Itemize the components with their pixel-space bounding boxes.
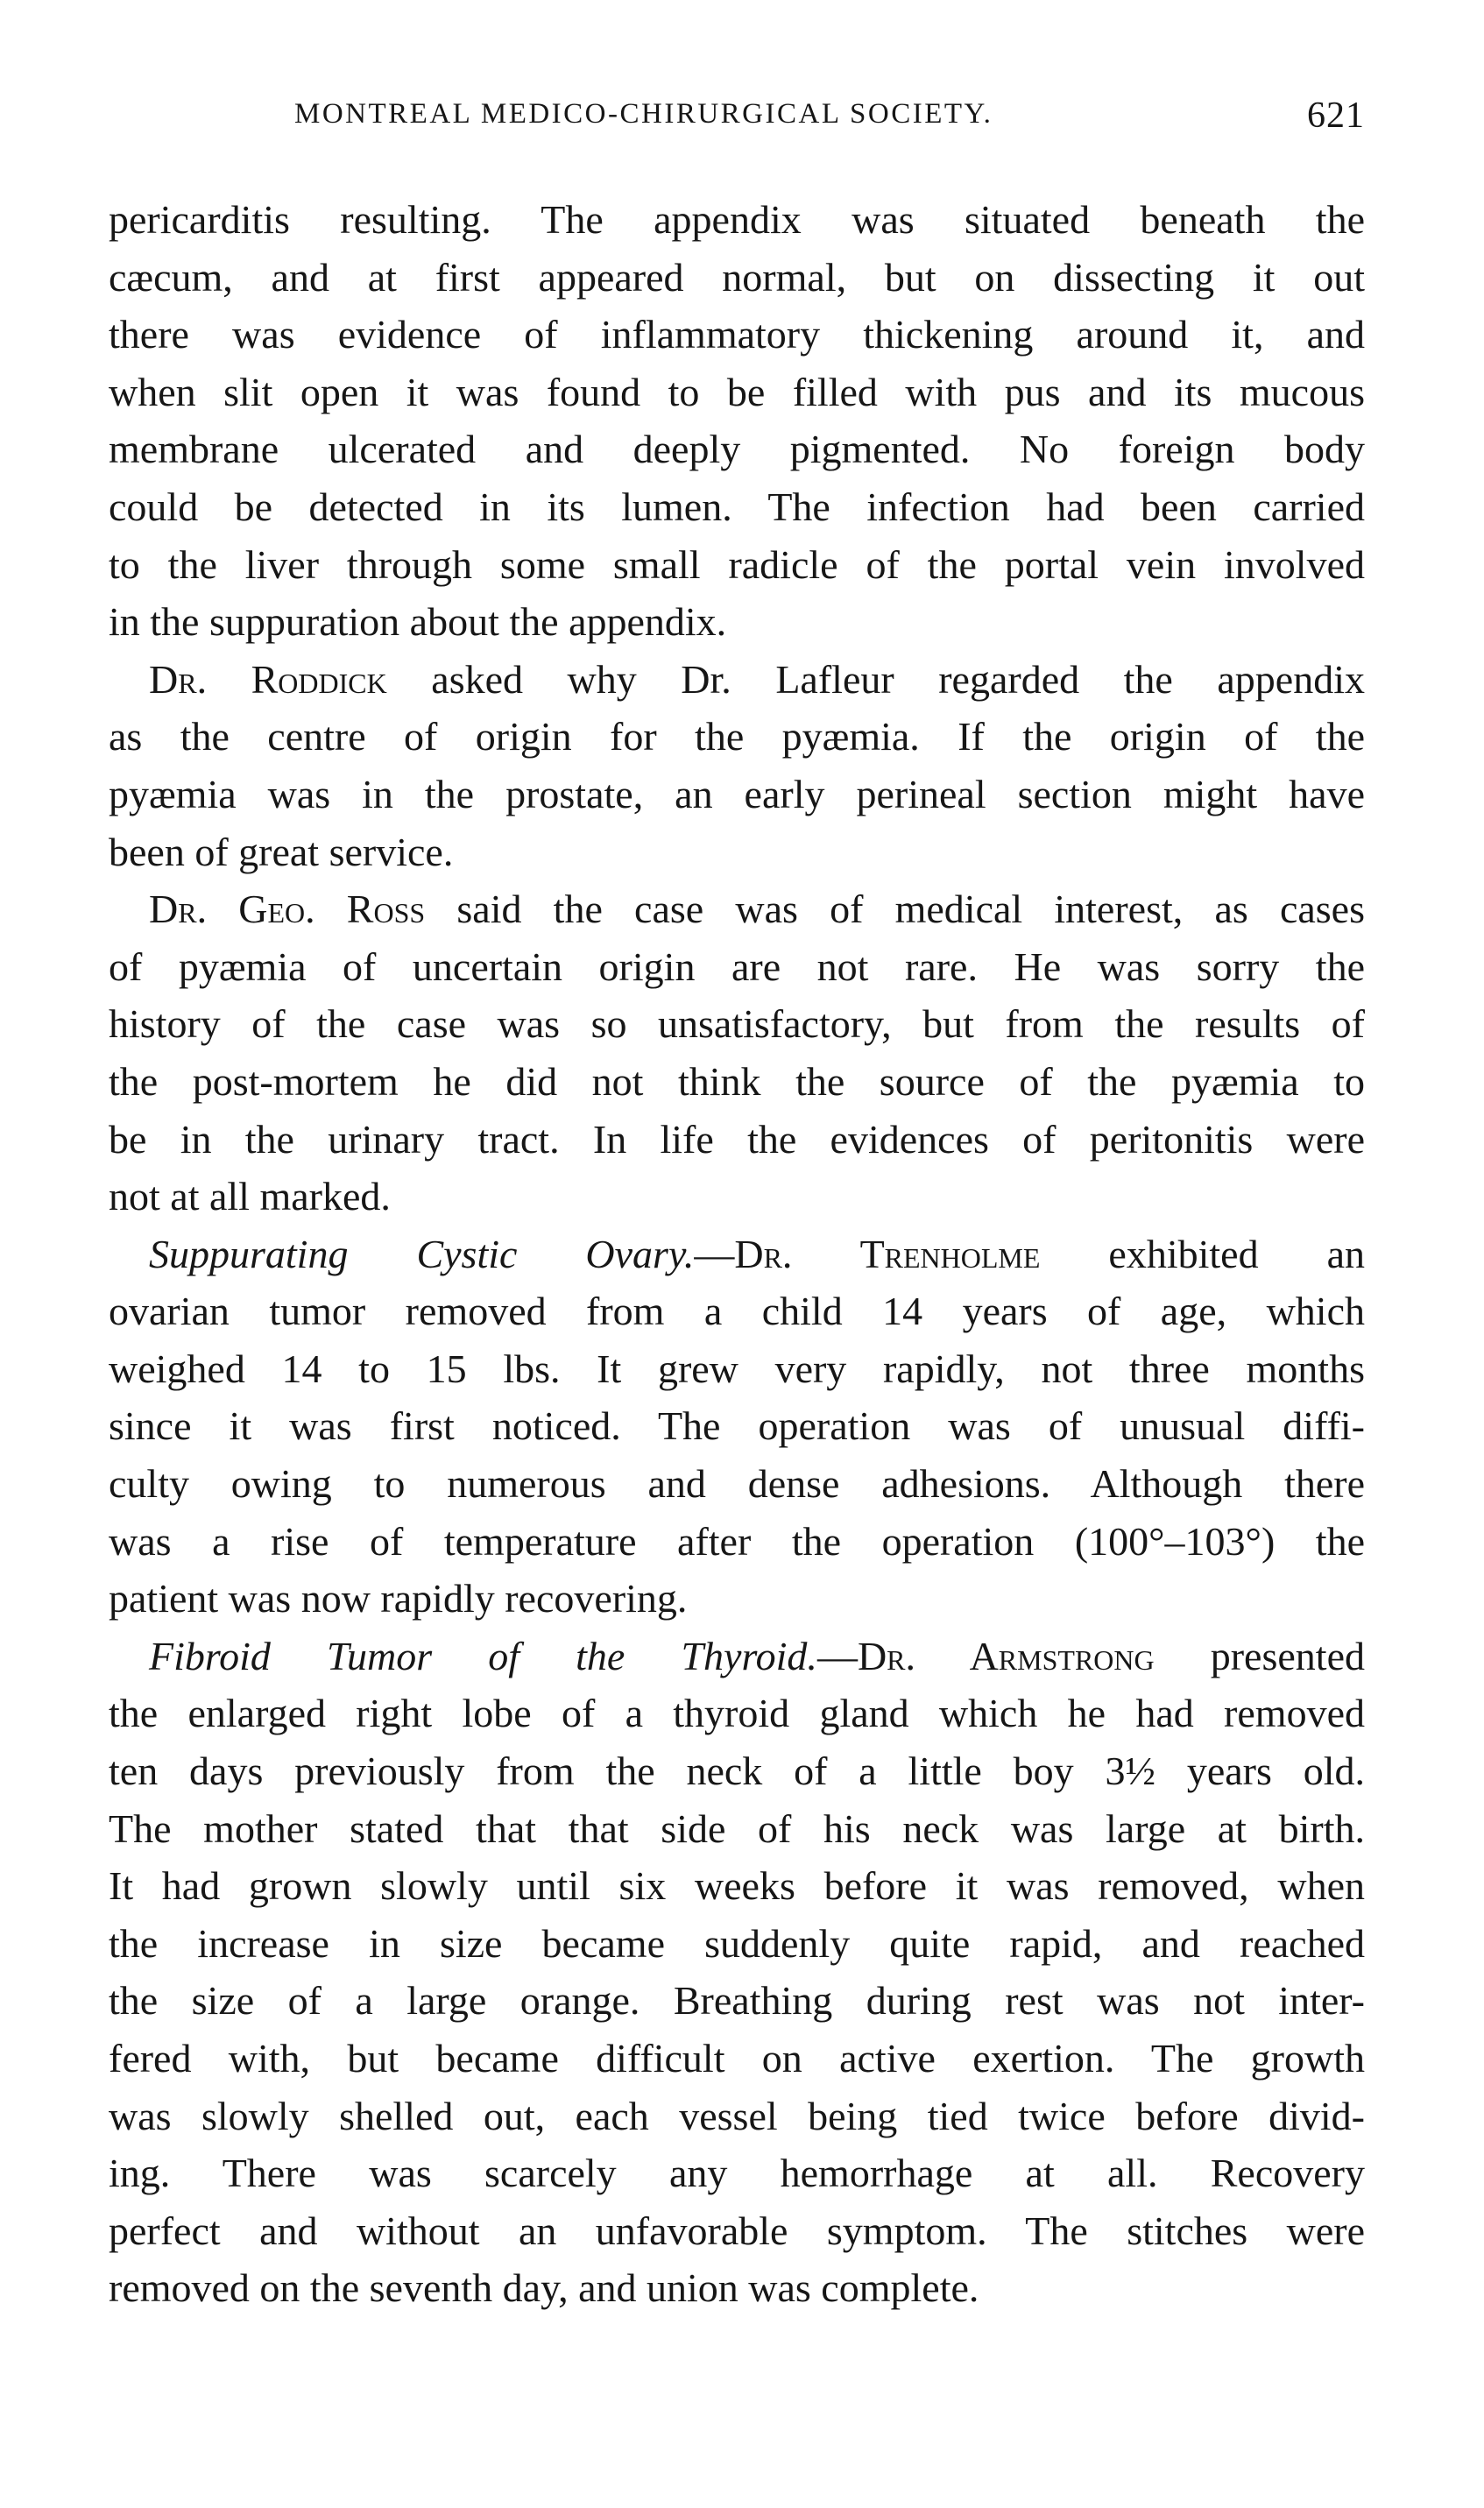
running-head: MONTREAL MEDICO-CHIRURGICAL SOCIETY. [294, 98, 993, 130]
line-text: of pyæmia of uncertain origin are not rare. He was sorry the [109, 943, 1365, 989]
text-line [109, 1857, 1365, 1915]
line-text: was a rise of temperature after the operation (100°–103°) the [109, 1518, 1365, 1564]
text-line [109, 766, 1365, 823]
text-line [109, 1685, 1365, 1742]
text-line [109, 1168, 1365, 1226]
line-text: was slowly shelled out, each vessel being tied twice before divid- [109, 2093, 1365, 2138]
line-text: the post-mortem he did not think the source of the pyæmia to [109, 1058, 1365, 1104]
text-line [109, 420, 1365, 478]
em-dash: — [816, 1633, 858, 1678]
line-text: weighed 14 to 15 lbs. It grew very rapidly, not three months [109, 1346, 1365, 1391]
line-text: membrane ulcerated and deeply pigmented. No foreign body [109, 427, 1365, 472]
line-text: pyæmia was in the prostate, an early perineal section might have [109, 771, 1365, 816]
body-text [109, 191, 1365, 2317]
line-text: patient was now rapidly recovering. [109, 1576, 688, 1621]
section-heading: Suppurating Cystic Ovary. [149, 1231, 695, 1276]
text-line [109, 880, 1365, 938]
line-text: said the case was of medical interest, as cases [425, 887, 1366, 932]
line-text: as the centre of origin for the pyæmia. If the origin of the [109, 714, 1365, 759]
page-header [109, 95, 1365, 156]
speaker-name: Dr. Armstrong [857, 1633, 1155, 1678]
text-line [109, 1226, 1365, 1283]
line-text: in the suppuration about the appendix. [109, 599, 727, 645]
line-text: ovarian tumor removed from a child 14 years of age, which [109, 1289, 1365, 1334]
text-line [109, 1570, 1365, 1628]
text-line [109, 708, 1365, 766]
speaker-name: Dr. Trenholme [734, 1231, 1041, 1276]
line-text: been of great service. [109, 829, 454, 874]
line-text: It had grown slowly until six weeks before it was removed, when [109, 1863, 1365, 1909]
line-text: asked why Dr. Lafleur regarded the appendix [386, 656, 1365, 702]
text-line [109, 1111, 1365, 1169]
section-heading: Fibroid Tumor of the Thyroid. [149, 1633, 817, 1678]
text-line [109, 1513, 1365, 1571]
text-line [109, 1915, 1365, 1973]
line-text: cæcum, and at first appeared normal, but on dissecting it out [109, 254, 1365, 300]
text-line [109, 938, 1365, 996]
document-page [109, 95, 1365, 2317]
line-text: to the liver through some small radicle of the portal vein involved [109, 541, 1365, 587]
speaker-name: Dr. Geo. Ross [149, 887, 426, 932]
line-text: be in the urinary tract. In life the evidences of peritonitis were [109, 1116, 1365, 1162]
text-line [109, 2030, 1365, 2088]
line-text: The mother stated that that side of his neck was large at birth. [109, 1805, 1365, 1851]
text-line [109, 536, 1365, 594]
line-text: history of the case was so unsatisfactory, but from the results of [109, 1001, 1365, 1047]
text-line [109, 593, 1365, 651]
text-line [109, 823, 1365, 881]
line-text: could be detected in its lumen. The infection had been carried [109, 484, 1365, 529]
text-line [109, 2259, 1365, 2317]
line-text: not at all marked. [109, 1174, 391, 1219]
text-line [109, 1800, 1365, 1858]
text-line [109, 191, 1365, 249]
line-text: fered with, but became difficult on active exertion. The growth [109, 2036, 1365, 2081]
line-text: the size of a large orange. Breathing during rest was not inter- [109, 1978, 1365, 2024]
text-line [109, 249, 1365, 307]
line-text: culty owing to numerous and dense adhesions. Although there [109, 1461, 1365, 1507]
text-line [109, 995, 1365, 1053]
text-line [109, 364, 1365, 421]
line-text: since it was first noticed. The operation was of unusual diffi- [109, 1403, 1365, 1449]
text-line [109, 2088, 1365, 2145]
text-line [109, 2202, 1365, 2260]
text-line [109, 478, 1365, 536]
line-text: there was evidence of inflammatory thickening around it, and [109, 312, 1365, 357]
page-number: 621 [1307, 95, 1365, 136]
text-line [109, 1282, 1365, 1340]
text-line [109, 306, 1365, 364]
text-line [109, 1628, 1365, 1685]
line-text: presented [1154, 1633, 1365, 1678]
text-line [109, 1972, 1365, 2030]
text-line [109, 1340, 1365, 1398]
line-text: the increase in size became suddenly quite rapid, and reached [109, 1920, 1365, 1966]
text-line [109, 651, 1365, 709]
line-text: ten days previously from the neck of a little boy 3½ years old. [109, 1749, 1365, 1794]
text-line [109, 1455, 1365, 1513]
line-text: when slit open it was found to be filled with pus and its mucous [109, 369, 1365, 414]
line-text: the enlarged right lobe of a thyroid gland which he had removed [109, 1691, 1365, 1736]
em-dash: — [694, 1231, 735, 1276]
text-line [109, 1742, 1365, 1800]
line-text: removed on the seventh day, and union was complete. [109, 2265, 979, 2311]
line-text: pericarditis resulting. The appendix was situated beneath the [109, 197, 1365, 242]
line-text: ing. There was scarcely any hemorrhage at all. Recovery [109, 2151, 1365, 2196]
speaker-name: Dr. Roddick [149, 656, 387, 702]
line-text: exhibited an [1040, 1231, 1366, 1276]
text-line [109, 1397, 1365, 1455]
line-text: perfect and without an unfavorable symptom. The stitches were [109, 2208, 1365, 2253]
text-line [109, 2144, 1365, 2202]
text-line [109, 1053, 1365, 1111]
